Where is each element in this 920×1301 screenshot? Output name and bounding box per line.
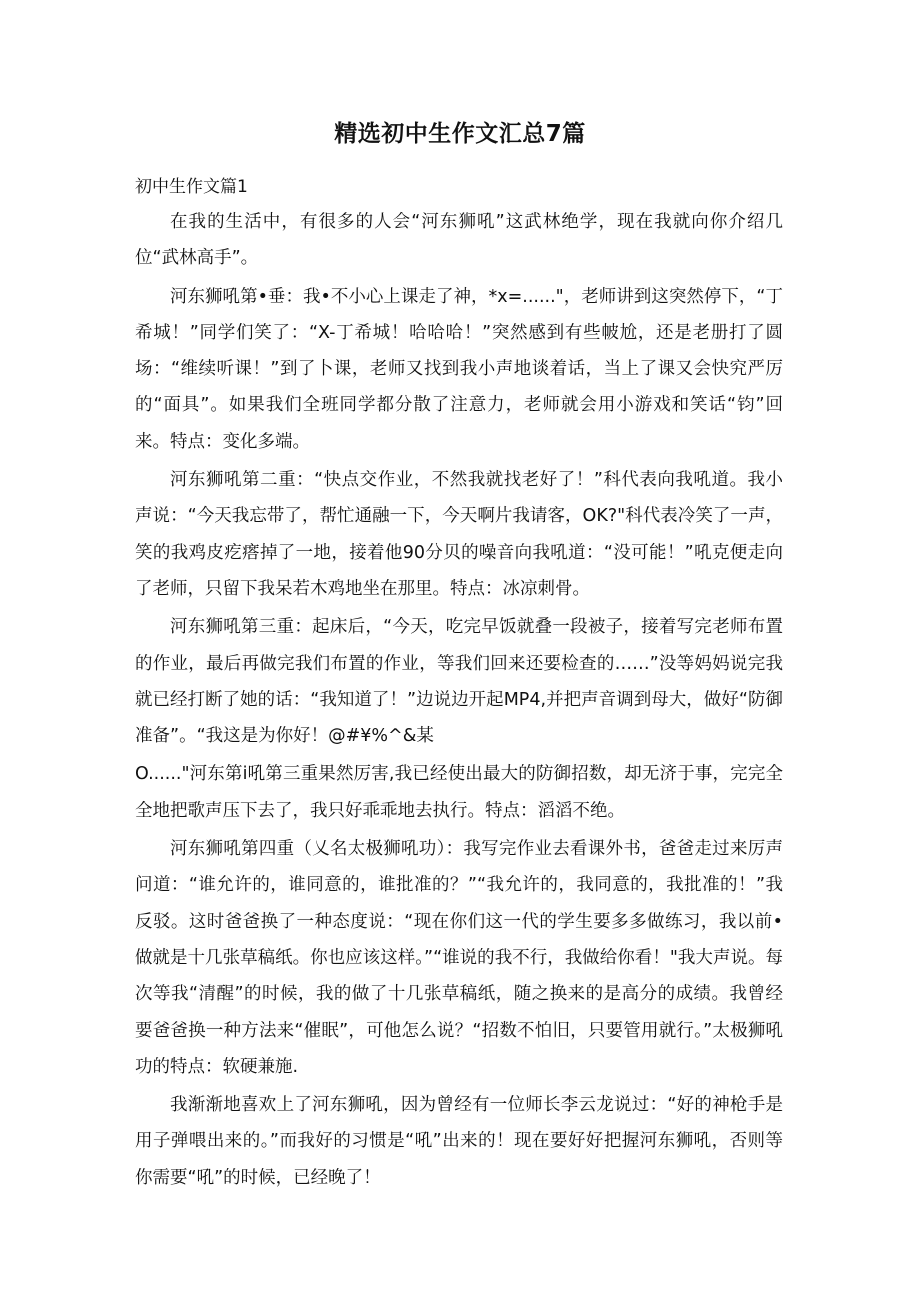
paragraph-fourth-level: 河东狮吼第四重（乂名太极狮吼功）：我写完作业去看课外书，爸爸走过来厉声问道：“谁允许的，谁同意的，谁批准的？”“我允许的，我同意的，我批准的！”我反驳。这时爸爸换了一种态度说：“现在你们这一代的学生要多多做练习，我以前•做就是十几张草稿纸。你也应该这样。”“谁说的我不行，我做给你看！"我大声说。每次等我“清醒”的时候，我的做了十几张草稿纸，随之换来的是高分的成绩。我曾经要爸爸换一种方法来“催眠”，可他怎么说？“招数不怕旧，只要管用就行。”太极狮吼功的特点：软硬兼施. <box>135 839 783 1077</box>
paragraph-second-level: 河东狮吼第二重：“快点交作业，不然我就找老好了！”科代表向我吼道。我小声说：“今天我忘带了，帮忙通融一下，今天啊片我请客，OK?"科代表冷笑了一声，笑的我鸡皮疙瘩掉了一地，接着他90分贝的噪音向我吼道：“没可能！”吼克便走向了老师，只留下我呆若木鸡地坐在那里。特点：冰凉刺骨。 <box>135 470 783 599</box>
paragraph-intro: 在我的生活中，有很多的人会“河东狮吼”这武林绝学，现在我就向你介绍几位“武林高手”。 <box>135 212 783 269</box>
paragraph-first-level: 河东狮吼第•垂：我•不小心上课走了神，*x=......"，老师讲到这突然停下，“丁希城！”同学们笑了：“X-丁希城！哈哈哈！”突然感到有些帔尬，还是老册打了圆场：“维续听课！”到了卜课，老师又找到我小声地谈着话，当上了课又会快究严厉的“面具”。如果我们全班同学都分散了注意力，老师就会用小游戏和笑话“钧”回来。特点：变化多端。 <box>135 286 783 452</box>
paragraph-third-level-continued: O......"河东第i吼第三重果然厉害,我已经使出最大的防御招数，却无济于事，完完全全地把歌声压下去了，我只好乖乖地去执行。特点：滔滔不绝。 <box>135 764 783 821</box>
document-title: 精选初中生作文汇总7篇 <box>334 121 586 147</box>
paragraph-conclusion: 我渐渐地喜欢上了河东狮吼，因为曾经有一位师长李云龙说过：“好的神枪手是用子弹喂出来的。”而我好的习惯是“吼”出来的！现在要好好把握河东狮吼，否则等你需要“吼”的时候，已经晚了！ <box>135 1095 783 1188</box>
paragraph-third-level: 河东狮吼第三重：起床后，“今天，吃完早饭就叠一段被子，接着写完老师布置的作业，最后再做完我们布置的作业，等我们回来还要检查的……”没等妈妈说完我就已经打断了她的话：“我知道了！”边说边开起MP4,并把声音调到母大，做好“防御准备”。“我这是为你好！@#¥%^&某 <box>135 617 783 747</box>
article-body <box>135 204 783 1198</box>
section-heading: 初中生作文篇1 <box>135 177 248 197</box>
